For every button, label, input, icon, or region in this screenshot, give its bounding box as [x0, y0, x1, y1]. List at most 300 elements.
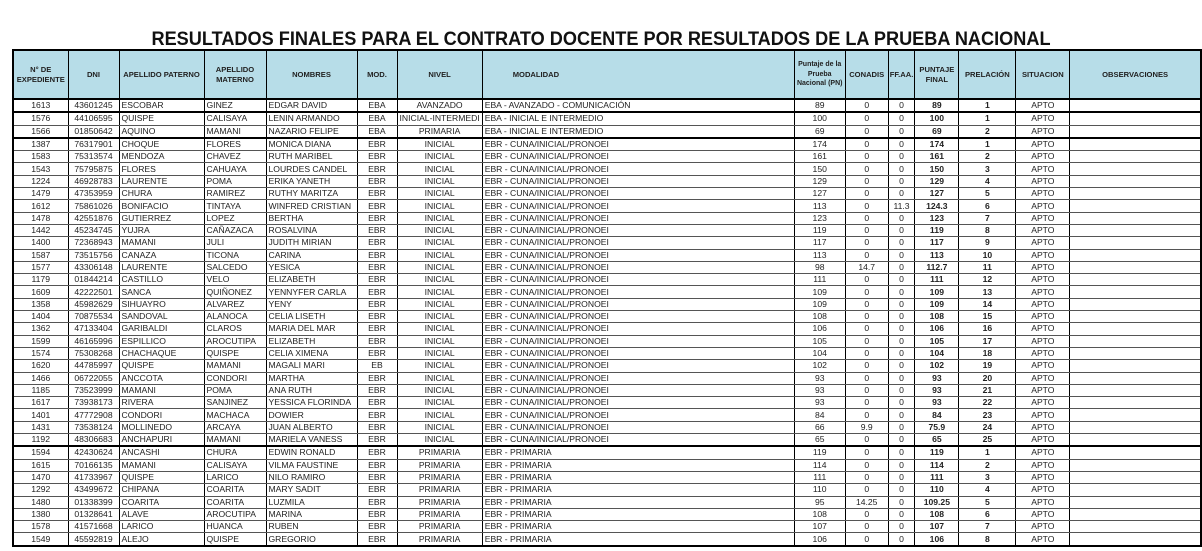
table-row [13, 360, 1201, 372]
nombres-cell: YESICA [266, 261, 357, 273]
mod-cell: EBR [357, 323, 397, 335]
modalidad-cell: EBR - CUNA/INICIAL/PRONOEI [482, 323, 794, 335]
apellido-materno-cell: SALCEDO [204, 261, 266, 273]
prelacion-cell: 4 [959, 175, 1016, 187]
mod-cell: EBA [357, 125, 397, 138]
situacion-cell: APTO [1016, 298, 1070, 310]
table-row [13, 261, 1201, 273]
apellido-paterno-cell: CHIPANA [119, 484, 204, 496]
expediente-cell: 1577 [13, 261, 68, 273]
observaciones-cell [1070, 508, 1201, 520]
prelacion-cell: 21 [959, 384, 1016, 396]
mod-cell: EBR [357, 335, 397, 347]
observaciones-cell [1070, 286, 1201, 298]
expediente-cell: 1587 [13, 249, 68, 261]
expediente-cell: 1599 [13, 335, 68, 347]
mod-cell: EBR [357, 298, 397, 310]
situacion-cell: APTO [1016, 125, 1070, 138]
nombres-cell: NILO RAMIRO [266, 471, 357, 483]
puntaje-pn-cell: 123 [794, 212, 845, 224]
prelacion-cell: 7 [959, 521, 1016, 533]
expediente-cell: 1479 [13, 188, 68, 200]
table-row [13, 421, 1201, 433]
apellido-paterno-cell: ALAVE [119, 508, 204, 520]
prelacion-cell: 18 [959, 347, 1016, 359]
situacion-cell: APTO [1016, 459, 1070, 471]
situacion-cell: APTO [1016, 261, 1070, 273]
conadis-cell: 0 [845, 409, 888, 421]
prelacion-cell: 25 [959, 434, 1016, 447]
modalidad-cell: EBR - CUNA/INICIAL/PRONOEI [482, 200, 794, 212]
puntaje-final-cell: 123 [915, 212, 959, 224]
nivel-cell: INICIAL [397, 175, 482, 187]
mod-cell: EBR [357, 151, 397, 163]
observaciones-cell [1070, 397, 1201, 409]
expediente-cell: 1609 [13, 286, 68, 298]
nombres-cell: MARIELA VANESS [266, 434, 357, 447]
mod-cell: EBR [357, 163, 397, 175]
col-header-situacion: SITUACION [1016, 50, 1070, 99]
observaciones-cell [1070, 188, 1201, 200]
conadis-cell: 0 [845, 323, 888, 335]
modalidad-cell: EBA - INICIAL E INTERMEDIO [482, 112, 794, 125]
prelacion-cell: 5 [959, 496, 1016, 508]
apellido-materno-cell: SANJINEZ [204, 397, 266, 409]
ffaa-cell: 0 [888, 298, 915, 310]
apellido-paterno-cell: QUISPE [119, 112, 204, 125]
mod-cell: EBR [357, 200, 397, 212]
nombres-cell: GREGORIO [266, 533, 357, 546]
puntaje-pn-cell: 69 [794, 125, 845, 138]
puntaje-pn-cell: 109 [794, 298, 845, 310]
prelacion-cell: 9 [959, 237, 1016, 249]
observaciones-cell [1070, 409, 1201, 421]
prelacion-cell: 10 [959, 249, 1016, 261]
apellido-materno-cell: CALISAYA [204, 459, 266, 471]
conadis-cell: 0 [845, 298, 888, 310]
puntaje-final-cell: 100 [915, 112, 959, 125]
nombres-cell: MARIA DEL MAR [266, 323, 357, 335]
conadis-cell: 0 [845, 335, 888, 347]
expediente-cell: 1612 [13, 200, 68, 212]
situacion-cell: APTO [1016, 533, 1070, 546]
nombres-cell: YENNYFER CARLA [266, 286, 357, 298]
ffaa-cell: 0 [888, 446, 915, 459]
prelacion-cell: 5 [959, 188, 1016, 200]
nivel-cell: PRIMARIA [397, 484, 482, 496]
observaciones-cell [1070, 434, 1201, 447]
apellido-materno-cell: CONDORI [204, 372, 266, 384]
modalidad-cell: EBR - CUNA/INICIAL/PRONOEI [482, 212, 794, 224]
prelacion-cell: 22 [959, 397, 1016, 409]
situacion-cell: APTO [1016, 471, 1070, 483]
dni-cell: 43306148 [68, 261, 119, 273]
apellido-materno-cell: LARICO [204, 471, 266, 483]
prelacion-cell: 17 [959, 335, 1016, 347]
dni-cell: 01328641 [68, 508, 119, 520]
nivel-cell: INICIAL [397, 151, 482, 163]
conadis-cell: 9.9 [845, 421, 888, 433]
apellido-paterno-cell: COARITA [119, 496, 204, 508]
puntaje-pn-cell: 100 [794, 112, 845, 125]
nivel-cell: PRIMARIA [397, 459, 482, 471]
puntaje-pn-cell: 84 [794, 409, 845, 421]
conadis-cell: 0 [845, 237, 888, 249]
conadis-cell: 0 [845, 471, 888, 483]
dni-cell: 42222501 [68, 286, 119, 298]
puntaje-final-cell: 106 [915, 533, 959, 546]
table-row [13, 200, 1201, 212]
apellido-paterno-cell: MAMANI [119, 459, 204, 471]
puntaje-final-cell: 111 [915, 274, 959, 286]
conadis-cell: 0 [845, 188, 888, 200]
mod-cell: EBR [357, 434, 397, 447]
observaciones-cell [1070, 323, 1201, 335]
expediente-cell: 1480 [13, 496, 68, 508]
apellido-materno-cell: CAHUAYA [204, 163, 266, 175]
apellido-paterno-cell: ANCASHI [119, 446, 204, 459]
observaciones-cell [1070, 372, 1201, 384]
puntaje-pn-cell: 113 [794, 200, 845, 212]
puntaje-final-cell: 117 [915, 237, 959, 249]
table-row [13, 384, 1201, 396]
situacion-cell: APTO [1016, 446, 1070, 459]
modalidad-cell: EBR - CUNA/INICIAL/PRONOEI [482, 311, 794, 323]
expediente-cell: 1358 [13, 298, 68, 310]
puntaje-final-cell: 84 [915, 409, 959, 421]
observaciones-cell [1070, 347, 1201, 359]
ffaa-cell: 0 [888, 459, 915, 471]
apellido-paterno-cell: ESCOBAR [119, 99, 204, 112]
puntaje-pn-cell: 129 [794, 175, 845, 187]
nivel-cell: PRIMARIA [397, 471, 482, 483]
nombres-cell: VILMA FAUSTINE [266, 459, 357, 471]
puntaje-final-cell: 109 [915, 286, 959, 298]
apellido-paterno-cell: GARIBALDI [119, 323, 204, 335]
mod-cell: EBR [357, 409, 397, 421]
puntaje-final-cell: 93 [915, 384, 959, 396]
col-header-expediente: N° DE EXPEDIENTE [13, 50, 68, 99]
puntaje-final-cell: 69 [915, 125, 959, 138]
dni-cell: 70166135 [68, 459, 119, 471]
dni-cell: 70875534 [68, 311, 119, 323]
conadis-cell: 0 [845, 311, 888, 323]
nivel-cell: INICIAL [397, 421, 482, 433]
nivel-cell: PRIMARIA [397, 125, 482, 138]
ffaa-cell: 0 [888, 286, 915, 298]
apellido-materno-cell: COARITA [204, 484, 266, 496]
expediente-cell: 1387 [13, 138, 68, 151]
apellido-paterno-cell: CANAZA [119, 249, 204, 261]
situacion-cell: APTO [1016, 372, 1070, 384]
observaciones-cell [1070, 421, 1201, 433]
nivel-cell: INICIAL [397, 434, 482, 447]
observaciones-cell [1070, 335, 1201, 347]
puntaje-pn-cell: 93 [794, 384, 845, 396]
puntaje-pn-cell: 104 [794, 347, 845, 359]
nombres-cell: WINFRED CRISTIAN [266, 200, 357, 212]
table-row [13, 521, 1201, 533]
apellido-paterno-cell: ANCCOTA [119, 372, 204, 384]
apellido-materno-cell: HUANCA [204, 521, 266, 533]
mod-cell: EBR [357, 397, 397, 409]
apellido-paterno-cell: CHURA [119, 188, 204, 200]
puntaje-final-cell: 107 [915, 521, 959, 533]
observaciones-cell [1070, 484, 1201, 496]
modalidad-cell: EBR - CUNA/INICIAL/PRONOEI [482, 286, 794, 298]
dni-cell: 45982629 [68, 298, 119, 310]
nivel-cell: INICIAL [397, 298, 482, 310]
expediente-cell: 1192 [13, 434, 68, 447]
modalidad-cell: EBR - CUNA/INICIAL/PRONOEI [482, 151, 794, 163]
apellido-paterno-cell: SANCA [119, 286, 204, 298]
mod-cell: EBR [357, 212, 397, 224]
observaciones-cell [1070, 521, 1201, 533]
dni-cell: 44106595 [68, 112, 119, 125]
situacion-cell: APTO [1016, 409, 1070, 421]
nombres-cell: ANA RUTH [266, 384, 357, 396]
observaciones-cell [1070, 360, 1201, 372]
expediente-cell: 1400 [13, 237, 68, 249]
puntaje-pn-cell: 105 [794, 335, 845, 347]
apellido-materno-cell: MACHACA [204, 409, 266, 421]
mod-cell: EBR [357, 421, 397, 433]
table-row [13, 175, 1201, 187]
dni-cell: 76317901 [68, 138, 119, 151]
situacion-cell: APTO [1016, 274, 1070, 286]
situacion-cell: APTO [1016, 212, 1070, 224]
prelacion-cell: 8 [959, 224, 1016, 236]
apellido-materno-cell: CHAVEZ [204, 151, 266, 163]
nivel-cell: INICIAL [397, 237, 482, 249]
apellido-paterno-cell: ESPILLICO [119, 335, 204, 347]
apellido-materno-cell: MAMANI [204, 360, 266, 372]
table-row [13, 151, 1201, 163]
apellido-paterno-cell: LARICO [119, 521, 204, 533]
apellido-paterno-cell: SANDOVAL [119, 311, 204, 323]
ffaa-cell: 0 [888, 360, 915, 372]
situacion-cell: APTO [1016, 384, 1070, 396]
apellido-paterno-cell: YUJRA [119, 224, 204, 236]
puntaje-final-cell: 110 [915, 484, 959, 496]
ffaa-cell: 0 [888, 384, 915, 396]
puntaje-pn-cell: 108 [794, 508, 845, 520]
conadis-cell: 0 [845, 397, 888, 409]
situacion-cell: APTO [1016, 335, 1070, 347]
apellido-materno-cell: MAMANI [204, 125, 266, 138]
col-header-modalidad: MODALIDAD [482, 50, 794, 99]
puntaje-final-cell: 111 [915, 471, 959, 483]
observaciones-cell [1070, 496, 1201, 508]
situacion-cell: APTO [1016, 421, 1070, 433]
nivel-cell: INICIAL [397, 372, 482, 384]
modalidad-cell: EBR - PRIMARIA [482, 446, 794, 459]
apellido-materno-cell: CHURA [204, 446, 266, 459]
observaciones-cell [1070, 138, 1201, 151]
nombres-cell: NAZARIO FELIPE [266, 125, 357, 138]
table-row [13, 434, 1201, 447]
ffaa-cell: 0 [888, 261, 915, 273]
conadis-cell: 0 [845, 212, 888, 224]
conadis-cell: 0 [845, 372, 888, 384]
mod-cell: EBR [357, 521, 397, 533]
ffaa-cell: 0 [888, 99, 915, 112]
ffaa-cell: 0 [888, 138, 915, 151]
apellido-materno-cell: CALISAYA [204, 112, 266, 125]
dni-cell: 48306683 [68, 434, 119, 447]
expediente-cell: 1470 [13, 471, 68, 483]
ffaa-cell: 0 [888, 175, 915, 187]
situacion-cell: APTO [1016, 434, 1070, 447]
modalidad-cell: EBA - AVANZADO - COMUNICACIÓN [482, 99, 794, 112]
nivel-cell: PRIMARIA [397, 533, 482, 546]
situacion-cell: APTO [1016, 360, 1070, 372]
observaciones-cell [1070, 175, 1201, 187]
situacion-cell: APTO [1016, 521, 1070, 533]
apellido-paterno-cell: FLORES [119, 163, 204, 175]
modalidad-cell: EBR - PRIMARIA [482, 508, 794, 520]
conadis-cell: 0 [845, 138, 888, 151]
prelacion-cell: 6 [959, 508, 1016, 520]
prelacion-cell: 1 [959, 112, 1016, 125]
expediente-cell: 1380 [13, 508, 68, 520]
apellido-materno-cell: RAMIREZ [204, 188, 266, 200]
table-row [13, 224, 1201, 236]
puntaje-pn-cell: 150 [794, 163, 845, 175]
col-header-ffaa: FF.AA. [888, 50, 915, 99]
apellido-paterno-cell: BONIFACIO [119, 200, 204, 212]
prelacion-cell: 23 [959, 409, 1016, 421]
situacion-cell: APTO [1016, 323, 1070, 335]
table-row [13, 274, 1201, 286]
nombres-cell: JUAN ALBERTO [266, 421, 357, 433]
apellido-materno-cell: JULI [204, 237, 266, 249]
situacion-cell: APTO [1016, 151, 1070, 163]
modalidad-cell: EBR - CUNA/INICIAL/PRONOEI [482, 175, 794, 187]
nombres-cell: RUTH MARIBEL [266, 151, 357, 163]
ffaa-cell: 0 [888, 372, 915, 384]
expediente-cell: 1478 [13, 212, 68, 224]
puntaje-final-cell: 102 [915, 360, 959, 372]
conadis-cell: 0 [845, 459, 888, 471]
expediente-cell: 1566 [13, 125, 68, 138]
conadis-cell: 0 [845, 484, 888, 496]
modalidad-cell: EBR - PRIMARIA [482, 533, 794, 546]
puntaje-final-cell: 108 [915, 508, 959, 520]
puntaje-pn-cell: 119 [794, 446, 845, 459]
mod-cell: EBR [357, 459, 397, 471]
modalidad-cell: EBR - CUNA/INICIAL/PRONOEI [482, 360, 794, 372]
expediente-cell: 1574 [13, 347, 68, 359]
puntaje-final-cell: 150 [915, 163, 959, 175]
apellido-materno-cell: FLORES [204, 138, 266, 151]
apellido-paterno-cell: MAMANI [119, 237, 204, 249]
conadis-cell: 0 [845, 163, 888, 175]
table-row [13, 138, 1201, 151]
apellido-materno-cell: QUIÑONEZ [204, 286, 266, 298]
apellido-paterno-cell: CONDORI [119, 409, 204, 421]
table-row [13, 496, 1201, 508]
conadis-cell: 0 [845, 533, 888, 546]
ffaa-cell: 0 [888, 421, 915, 433]
table-row [13, 188, 1201, 200]
prelacion-cell: 1 [959, 446, 1016, 459]
nombres-cell: MARINA [266, 508, 357, 520]
situacion-cell: APTO [1016, 188, 1070, 200]
ffaa-cell: 0 [888, 335, 915, 347]
dni-cell: 43499672 [68, 484, 119, 496]
situacion-cell: APTO [1016, 496, 1070, 508]
expediente-cell: 1362 [13, 323, 68, 335]
conadis-cell: 0 [845, 347, 888, 359]
col-header-dni: DNI [68, 50, 119, 99]
table-row [13, 249, 1201, 261]
expediente-cell: 1224 [13, 175, 68, 187]
dni-cell: 01338399 [68, 496, 119, 508]
nombres-cell: ROSALVINA [266, 224, 357, 236]
mod-cell: EBR [357, 384, 397, 396]
table-row [13, 298, 1201, 310]
prelacion-cell: 12 [959, 274, 1016, 286]
dni-cell: 75861026 [68, 200, 119, 212]
table-row [13, 446, 1201, 459]
prelacion-cell: 16 [959, 323, 1016, 335]
apellido-paterno-cell: QUISPE [119, 360, 204, 372]
conadis-cell: 0 [845, 125, 888, 138]
nivel-cell: INICIAL [397, 335, 482, 347]
puntaje-pn-cell: 89 [794, 99, 845, 112]
mod-cell: EBR [357, 484, 397, 496]
prelacion-cell: 13 [959, 286, 1016, 298]
expediente-cell: 1185 [13, 384, 68, 396]
expediente-cell: 1543 [13, 163, 68, 175]
ffaa-cell: 0 [888, 125, 915, 138]
puntaje-pn-cell: 93 [794, 397, 845, 409]
conadis-cell: 0 [845, 175, 888, 187]
ffaa-cell: 0 [888, 188, 915, 200]
dni-cell: 44785997 [68, 360, 119, 372]
table-row [13, 163, 1201, 175]
puntaje-pn-cell: 174 [794, 138, 845, 151]
prelacion-cell: 4 [959, 484, 1016, 496]
expediente-cell: 1401 [13, 409, 68, 421]
expediente-cell: 1617 [13, 397, 68, 409]
apellido-materno-cell: ALANOCA [204, 311, 266, 323]
ffaa-cell: 0 [888, 311, 915, 323]
modalidad-cell: EBR - CUNA/INICIAL/PRONOEI [482, 421, 794, 433]
conadis-cell: 0 [845, 200, 888, 212]
apellido-materno-cell: QUISPE [204, 533, 266, 546]
apellido-materno-cell: TICONA [204, 249, 266, 261]
apellido-materno-cell: MAMANI [204, 434, 266, 447]
nivel-cell: PRIMARIA [397, 496, 482, 508]
nivel-cell: INICIAL [397, 163, 482, 175]
puntaje-final-cell: 106 [915, 323, 959, 335]
apellido-paterno-cell: CHACHAQUE [119, 347, 204, 359]
table-row [13, 508, 1201, 520]
dni-cell: 75795875 [68, 163, 119, 175]
nombres-cell: ERIKA YANETH [266, 175, 357, 187]
conadis-cell: 0 [845, 384, 888, 396]
modalidad-cell: EBR - CUNA/INICIAL/PRONOEI [482, 261, 794, 273]
dni-cell: 42430624 [68, 446, 119, 459]
mod-cell: EBR [357, 446, 397, 459]
expediente-cell: 1442 [13, 224, 68, 236]
puntaje-final-cell: 105 [915, 335, 959, 347]
nivel-cell: INICIAL [397, 188, 482, 200]
nombres-cell: CELIA XIMENA [266, 347, 357, 359]
apellido-paterno-cell: GUTIERREZ [119, 212, 204, 224]
